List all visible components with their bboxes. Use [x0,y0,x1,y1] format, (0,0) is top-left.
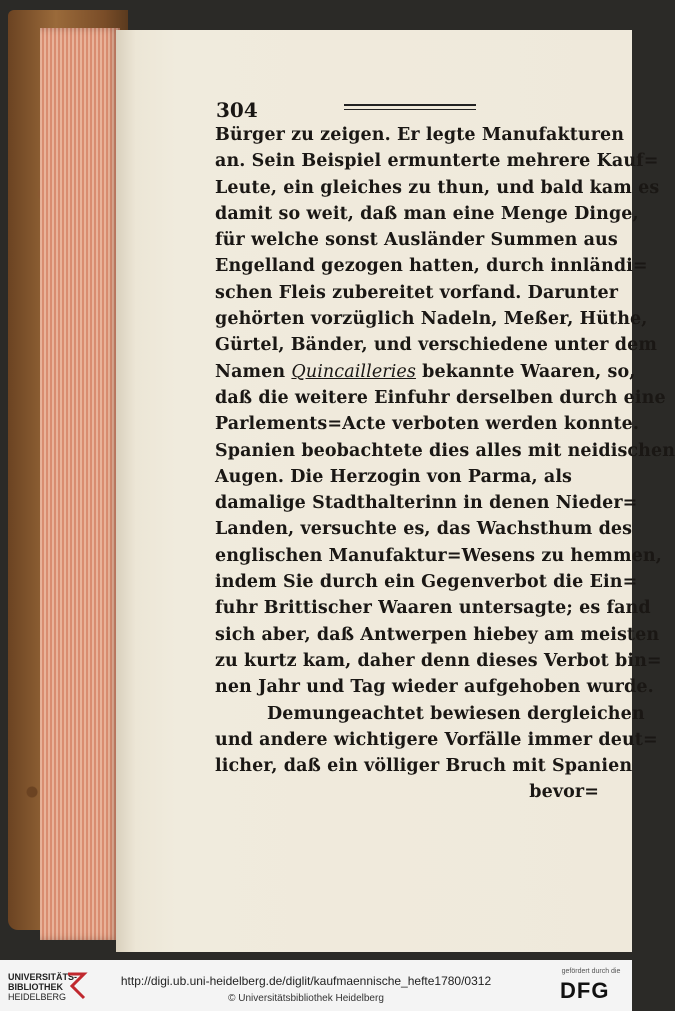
header-rule [344,104,476,106]
text-line: daß die weitere Einfuhr derselben durch eine [215,387,666,408]
text-line: zu kurtz kam, daher denn dieses Verbot bin= [215,650,662,671]
text-line: für welche sonst Ausländer Summen aus [215,230,618,251]
page-number: 304 [216,98,258,122]
latin-term: Quincailleries [291,361,416,382]
library-name-line: HEIDELBERG [8,992,67,1002]
text-line: Augen. Die Herzogin von Parma, als [215,466,573,487]
text-fragment: Namen [215,361,292,382]
text-line: damit so weit, daß man eine Menge Dinge, [215,203,639,224]
text-line: an. Sein Beispiel ermunterte mehrere Kauf= [215,151,659,172]
library-logo-icon [66,970,86,1002]
library-name-line: BIBLIOTHEK [8,982,63,992]
text-line: englischen Manufaktur=Wesens zu hemmen, [215,545,662,566]
text-line: Engelland gezogen hatten, durch innländi= [215,256,648,277]
text-line: Landen, versuchte es, das Wachsthum des [215,519,633,540]
permalink[interactable]: http://digi.ub.uni-heidelberg.de/diglit/kaufmaennische_hefte1780/0312 [120,974,492,988]
library-logo-text [8,972,78,1002]
text-line: und andere wichtigere Vorfälle immer deut= [215,729,658,750]
text-line: nen Jahr und Tag wieder aufgehoben wurde. [215,677,654,698]
text-line: indem Sie durch ein Gegenverbot die Ein= [215,572,638,593]
funding-note: gefördert durch die [561,968,621,975]
library-name-line: UNIVERSITÄTS- [8,972,78,982]
text-line: schen Fleis zubereitet vorfand. Darunter [215,282,619,303]
text-line: Parlements=Acte verboten werden konnte. [215,414,640,435]
text-line: Spanien beobachtete dies alles mit neidischen [215,440,675,461]
text-line: fuhr Brittischer Waaren untersagte; es fand [215,598,651,619]
dfg-logo: DFG [560,978,610,1003]
header-rule-thin [344,109,476,110]
text-line-latin [215,359,636,385]
text-line: licher, daß ein völliger Bruch mit Spanien [215,756,633,777]
catchword: bevor= [529,782,599,803]
page-header [216,98,596,122]
text-line: damalige Stadthalterinn in denen Nieder= [215,493,638,514]
text-line: gehörten vorzüglich Nadeln, Meßer, Hüthe, [215,309,648,330]
copyright-notice: © Universitätsbibliothek Heidelberg [228,993,384,1004]
page-text [215,122,675,806]
page-edges [40,28,120,940]
text-line: sich aber, daß Antwerpen hiebey am meisten [215,624,660,645]
text-fragment: bekannte Waaren, so, [415,361,636,382]
paragraph-start: Demungeachtet bewiesen dergleichen [267,703,645,724]
text-line: Bürger zu zeigen. Er legte Manufakturen [215,125,625,145]
text-line: Leute, ein gleiches zu thun, und bald kam es [215,177,660,198]
text-line: Gürtel, Bänder, und verschiedene unter dem [215,335,657,356]
